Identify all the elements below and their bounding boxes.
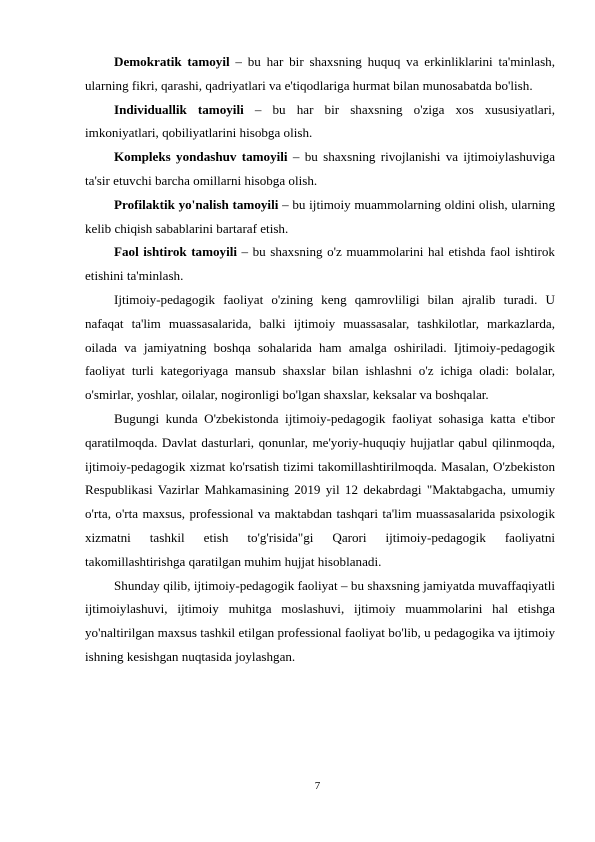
term-preventive-principle: Profilaktik yo'nalish tamoyili bbox=[114, 196, 279, 212]
paragraph-scope-of-activity bbox=[85, 288, 555, 407]
paragraph-individuality-principle bbox=[85, 98, 555, 146]
definition-individuality-principle: – bu har bir shaxsning o'ziga xos xususiyatlari, imkoniyatlari, qobiliyatlarini hisobga olish. bbox=[85, 101, 556, 141]
term-complex-approach-principle: Kompleks yondashuv tamoyili bbox=[114, 149, 288, 165]
definition-preventive-principle: – bu ijtimoiy muammolarning oldini olish, ularning kelib chiqish sabablarini bartaraf etish. bbox=[85, 196, 556, 236]
paragraph-text: Shunday qilib, ijtimoiy-pedagogik faoliyat – bu shaxsning jamiyatda muvaffaqiyatli ijtimoiylashuvi, ijtimoiy muhitga moslashuvi, ijtimoiy muammolarini hal etishga yo'naltirilgan maxsus tashkil etilgan professional faoliyat bo'lib, u pedagogika va ijtimoiy ishning kesishgan nuqtasida joylashgan. bbox=[85, 577, 555, 664]
paragraph-complex-approach-principle bbox=[85, 145, 555, 193]
paragraph-conclusion bbox=[85, 574, 555, 669]
paragraph-democratic-principle bbox=[85, 50, 555, 98]
paragraph-text: Ijtimoiy-pedagogik faoliyat o'zining keng qamrovliligi bilan ajralib turadi. U nafaqat ta'lim muassasalarida, balki ijtimoiy muassasalar, tashkilotlar, markazlarda, oilada va jamiyatning boshqa sohalarida ham amalga oshiriladi. Ijtimoiy-pedagogik faoliyat turli kategoriyaga mansub shaxslar bilan ishlashni o'z ichiga oladi: bolalar, o'smirlar, yoshlar, oilalar, nogironligi bo'lgan shaxslar, keksalar va boshqalar. bbox=[85, 291, 555, 403]
definition-complex-approach-principle: – bu shaxsning rivojlanishi va ijtimoiylashuviga ta'sir etuvchi barcha omillarni hisobga olish. bbox=[85, 149, 556, 188]
term-active-participation-principle: Faol ishtirok tamoyili bbox=[114, 244, 238, 260]
paragraph-preventive-principle bbox=[85, 193, 555, 241]
definition-active-participation-principle: – bu shaxsning o'z muammolarini hal etishda faol ishtirok etishini ta'minlash. bbox=[85, 244, 555, 284]
document-page bbox=[85, 50, 555, 669]
definition-democratic-principle: – bu har bir shaxsning huquq va erkinliklarini ta'minlash, ularning fikri, qarashi, qadriyatlari va e'tiqodlariga hurmat bilan munosabatda bo'lish. bbox=[85, 54, 555, 93]
page-number: 7 bbox=[314, 780, 321, 792]
term-individuality-principle: Individuallik tamoyili bbox=[114, 101, 244, 117]
paragraph-text: Bugungi kunda O'zbekistonda ijtimoiy-pedagogik faoliyat sohasiga katta e'tibor qaratilmoqda. Davlat dasturlari, qonunlar, me'yoriy-huquqiy hujjatlar qabul qilinmoqda, ijtimoiy-pedagogik xizmat ko'rsatish tizimi takomillashtirilmoqda. Masalan, O'zbekiston Respublikasi Vazirlar Mahkamasining 2019 yil 12 dekabrdagi "Maktabgacha, umumiy o'rta, o'rta maxsus, professional va maktabdan tashqari ta'lim muassasalarida psixologik xizmatni tashkil etish to'g'risida"gi Qarori ijtimoiy-pedagogik faoliyatni takomillashtirishga qaratilgan muhim hujjat hisoblanadi. bbox=[85, 410, 555, 569]
paragraph-active-participation-principle bbox=[85, 240, 555, 288]
term-democratic-principle: Demokratik tamoyil bbox=[114, 54, 230, 69]
paragraph-uzbekistan-policy bbox=[85, 407, 555, 574]
